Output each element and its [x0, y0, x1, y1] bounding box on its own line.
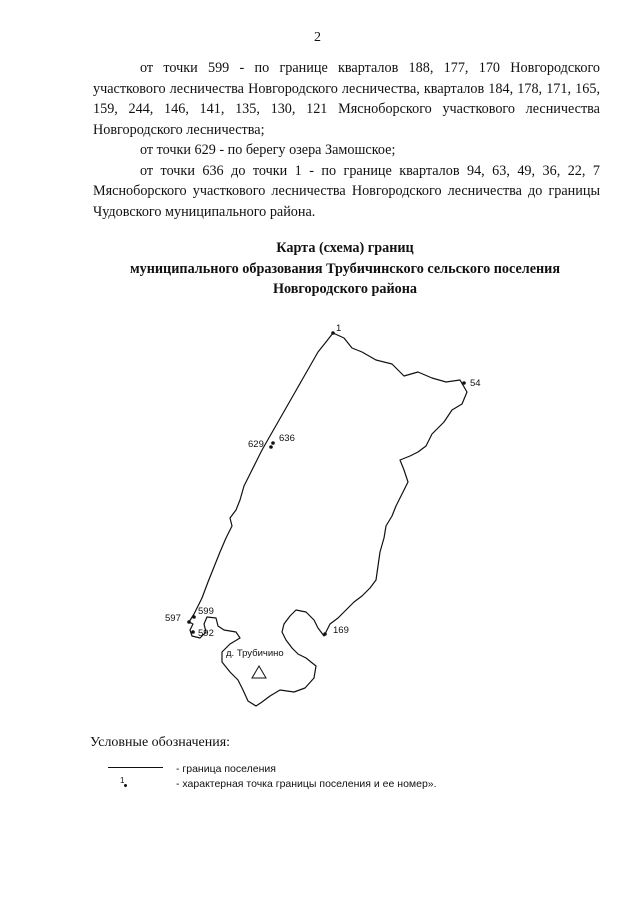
- legend-point-number: 1: [120, 776, 125, 785]
- boundary-point-597: [187, 620, 191, 624]
- point-label-54: 54: [470, 378, 481, 389]
- point-label-629: 629: [248, 439, 264, 450]
- point-label-1: 1: [336, 323, 342, 334]
- boundary-point-636: [271, 441, 275, 445]
- point-label-169: 169: [333, 625, 349, 636]
- boundary-point-54: [462, 381, 466, 385]
- legend-point-label: - характерная точка границы поселения и ее номер».: [176, 778, 437, 790]
- map-title-line-3: Новгородского района: [272, 281, 417, 297]
- triangle-icon: [252, 666, 266, 678]
- boundary-point-629: [269, 445, 273, 449]
- boundary-point-169: [323, 632, 327, 636]
- map-title-line-1: Карта (схема) границ: [276, 240, 414, 256]
- page-number: 2: [314, 30, 321, 45]
- point-label-599: 599: [198, 606, 214, 617]
- point-label-597: 597: [165, 613, 181, 624]
- paragraph-point-629: от точки 629 - по берегу озера Замошское;: [140, 142, 396, 158]
- settlement-label: д. Трубичино: [226, 648, 284, 659]
- point-label-592: 592: [198, 628, 214, 639]
- legend-boundary-line: [108, 767, 163, 768]
- boundary-point-599: [192, 615, 196, 619]
- paragraph-point-599: от точки 599 - по границе кварталов 188, 177, 170 Новгородского участкового лесничества Новгородского лесничества, кварталов 184, 178, 171, 165, 159, 244, 146, 141, 135, 130, 121 Мясноборского участкового лесничества Новгородского лесничества;: [93, 60, 600, 138]
- map-title-line-2: муниципального образования Трубичинского сельского поселения: [129, 260, 561, 277]
- boundary-point-592: [191, 630, 195, 634]
- point-label-636: 636: [279, 433, 295, 444]
- legend-boundary-label: - граница поселения: [176, 763, 276, 775]
- legend-point-dot: [124, 784, 127, 787]
- paragraph-point-636: от точки 636 до точки 1 - по границе кварталов 94, 63, 49, 36, 22, 7 Мясноборского участкового лесничества Новгородского лесничества до границы Чудовского муниципального района.: [93, 162, 600, 220]
- boundary-point-1: [331, 331, 335, 335]
- legend-title: Условные обозначения:: [90, 735, 231, 750]
